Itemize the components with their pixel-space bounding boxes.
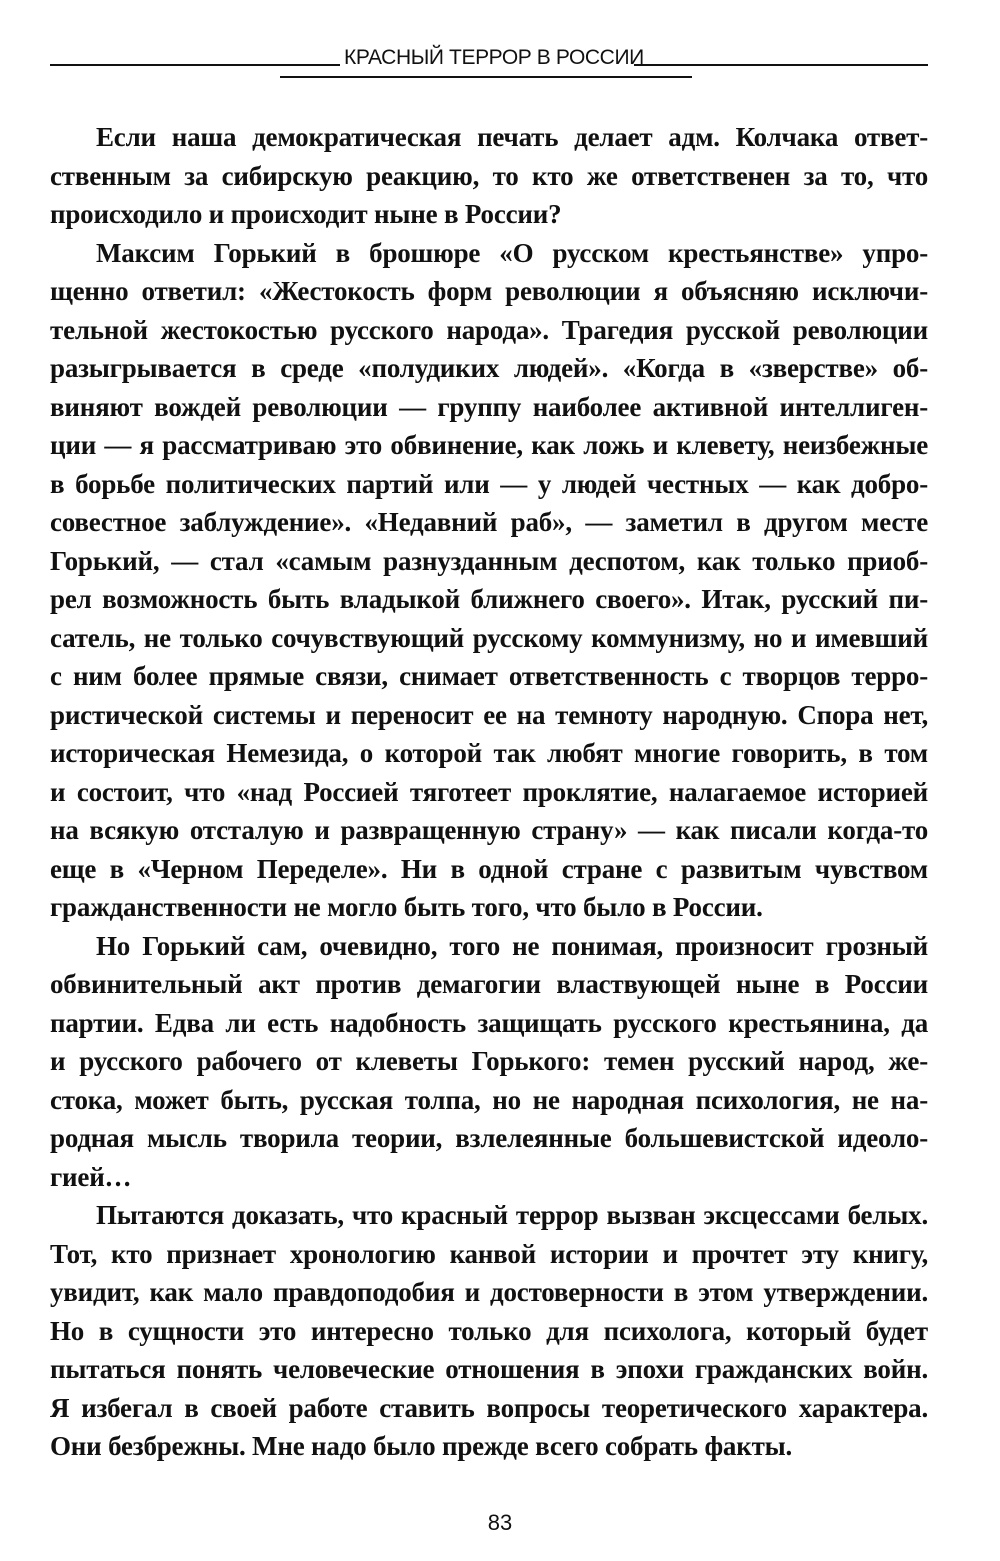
text-line: и состоит, что «над Россией тяготеет проклятие, налагаемое историей (50, 776, 928, 807)
text-line: Если наша демократическая печать делает адм. Колчака ответ- (96, 122, 928, 152)
text-line: историческая Немезида, о которой так любят многие говорить, в том (50, 738, 928, 768)
text-line: гией… (50, 1161, 132, 1192)
text-line: ции — я рассматриваю это обвинение, как ложь и клевету, неизбежные (50, 430, 928, 460)
text-line: в борьбе политических партий или — у людей честных — как добро- (50, 468, 928, 499)
text-line: Но Горький сам, очевидно, того не понимая, произносит грозный (96, 930, 928, 961)
text-line: еще в «Черном Переделе». Ни в одной стране с развитым чувством (50, 853, 928, 884)
text-line: сатель, не только сочувствующий русскому коммунизму, но и имевший (50, 622, 928, 653)
text-line: гражданственности не могло быть того, что было в России. (50, 892, 763, 922)
text-line: виняют вождей революции — группу наиболее активной интеллиген- (50, 391, 928, 422)
paragraph (50, 234, 928, 927)
text-line: разыгрывается в среде «полудиких людей». «Когда в «зверстве» об- (50, 353, 928, 383)
text-line: ственным за сибирскую реакцию, то кто же ответственен за то, что (50, 160, 928, 191)
text-line: происходило и происходит ныне в России? (50, 199, 562, 229)
text-line: пытаться понять человеческие отношения в эпохи гражданских войн. (50, 1354, 928, 1384)
text-line: Тот, кто признает хронологию канвой истории и прочтет эту книгу, (50, 1238, 928, 1269)
text-line: совестное заблуждение». «Недавний раб», — заметил в другом месте (50, 507, 928, 537)
header-rule-right (634, 64, 928, 66)
text-line: с ним более прямые связи, снимает ответственность с творцов терро- (50, 661, 928, 691)
page-number: 83 (487, 1510, 513, 1535)
text-line: рел возможность быть владыкой ближнего своего». Итак, русский пи- (50, 584, 928, 614)
running-title: КРАСНЫЙ ТЕРРОР В РОССИИ (344, 46, 644, 69)
header-underline (280, 76, 692, 78)
header-rule-left (50, 64, 340, 66)
text-line: и русского рабочего от клеветы Горького: темен русский народ, же- (50, 1046, 928, 1076)
running-header (50, 38, 928, 82)
text-line: тельной жестокостью русского народа». Трагедия русской революции (50, 314, 928, 345)
text-line: стока, может быть, русская толпа, но не народная психология, не на- (50, 1084, 928, 1115)
paragraph (50, 1196, 928, 1466)
text-line: Пытаются доказать, что красный террор вызван эксцессами белых. (96, 1200, 928, 1230)
paragraph (50, 118, 928, 234)
text-line: обвинительный акт против демагогии властвующей ныне в России (50, 969, 928, 999)
text-line: щенно ответил: «Жестокость форм революции я объясняю исключи- (50, 276, 928, 306)
text-line: Они безбрежны. Мне надо было прежде всего собрать факты. (50, 1431, 793, 1461)
text-line: на всякую отсталую и развращенную страну» — как писали когда-то (50, 815, 928, 845)
body-text (50, 118, 928, 1466)
paragraph (50, 927, 928, 1197)
text-line: Но в сущности это интересно только для психолога, который будет (50, 1315, 928, 1346)
text-line: Горький, — стал «самым разнузданным деспотом, как только приоб- (50, 545, 928, 576)
text-line: Максим Горький в брошюре «О русском крестьянстве» упро- (96, 237, 928, 268)
text-line: увидит, как мало правдоподобия и достоверности в этом утверждении. (50, 1277, 928, 1307)
text-line: ристической системы и переносит ее на темноту народную. Спора нет, (50, 699, 928, 730)
text-line: Я избегал в своей работе ставить вопросы теоретического характера. (50, 1392, 928, 1423)
text-line: родная мысль творила теории, взлелеянные большевистской идеоло- (50, 1123, 928, 1153)
text-line: партии. Едва ли есть надобность защищать русского крестьянина, да (50, 1007, 928, 1038)
